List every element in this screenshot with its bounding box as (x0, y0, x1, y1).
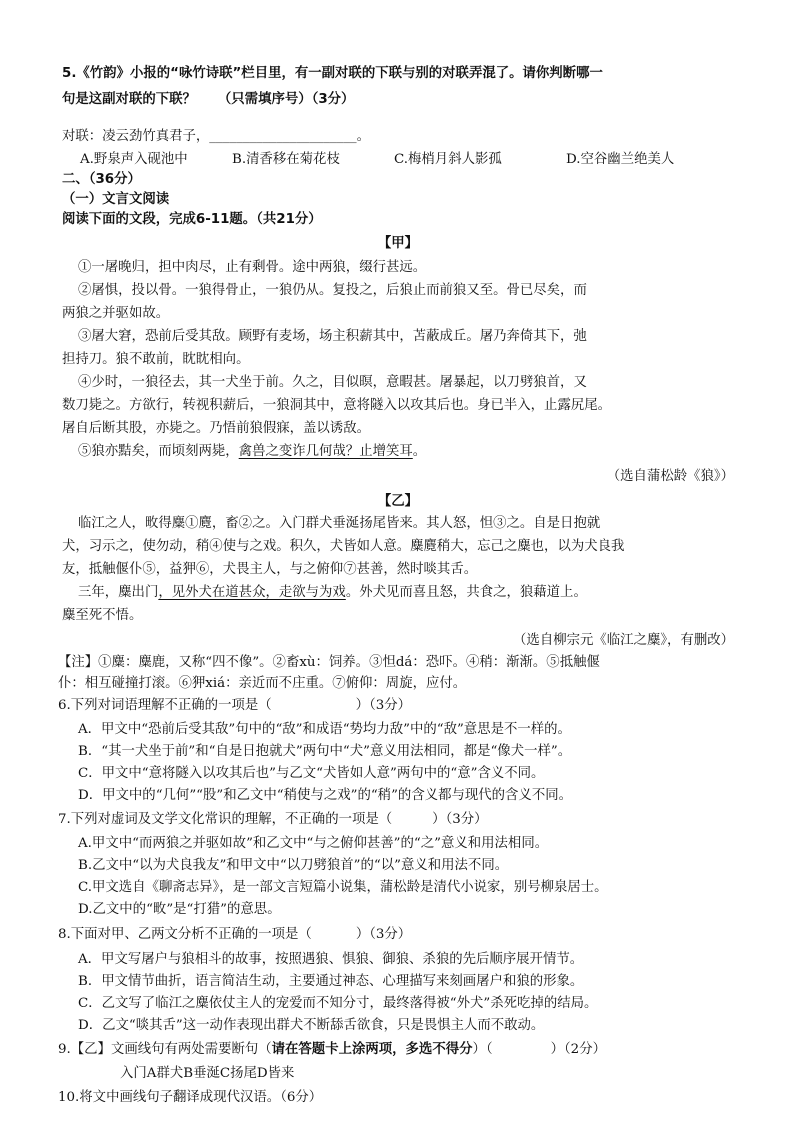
q5-option-b: B.清香移在菊花枝 (232, 152, 340, 167)
jia-line-5: 担持刀。狼不敢前，眈眈相向。 (62, 352, 250, 367)
jia-line-9 (78, 442, 426, 462)
q7-option-d: D.乙文中的“畋”是“打猎”的意思。 (78, 902, 281, 917)
jia-line-8: 屠自后断其股，亦毙之。乃悟前狼假寐，盖以诱敌。 (62, 421, 370, 436)
jia-line-4: ③屠大窘，恐前后受其敌。顾野有麦场，场主积薪其中，苫蔽成丘。屠乃奔倚其下，弛 (78, 329, 587, 344)
q5-stem-line2-text: 句是这副对联的下联？ (62, 92, 196, 107)
yi-line-4 (78, 583, 587, 603)
q8-option-b: B．甲文情节曲折，语言简洁生动，主要通过神态、心理描写来刻画屠户和狼的形象。 (78, 974, 584, 989)
q9-segmented-sentence: 入门A群犬B垂涎C扬尾D皆来 (120, 1066, 295, 1081)
section2-instruction: 阅读下面的文段，完成6-11题。（共21分） (62, 212, 322, 227)
q5-option-c: C.梅梢月斜人影孤 (394, 152, 502, 167)
jia-line-2: ②屠惧，投以骨。一狼得骨止，一狼仍从。复投之，后狼止而前狼又至。骨已尽矣，而 (78, 283, 587, 298)
jia-line-3: 两狼之并驱如故。 (62, 306, 170, 321)
q7-score: ）（3分） (432, 812, 488, 827)
q7-stem (58, 810, 488, 830)
q8-option-d: D．乙文“啖其舌”这一动作表现出群犬不断舔舌欲食，只是畏惧主人而不敢动。 (78, 1018, 545, 1033)
q9-stem (58, 1040, 606, 1060)
q8-option-a: A．甲文写屠户与狼相斗的故事，按照遇狼、惧狼、御狼、杀狼的先后顺序展开情节。 (78, 952, 584, 967)
jia-line-9-end: 。 (412, 444, 427, 459)
section2-subtitle: （一）文言文阅读 (62, 192, 170, 207)
q6-option-d: D．甲文中的“几何”“股”和乙文中“稍使与之戏”的“稍”的含义都与现代的含义不同。 (78, 788, 572, 803)
q6-score: ）（3分） (355, 698, 412, 713)
yi-line-5: 麋至死不悟。 (62, 608, 143, 623)
yi-line-4-end: 。外犬见而喜且怒，共食之，狼藉道上。 (345, 585, 587, 600)
section2-title: 二、（36分） (62, 172, 141, 187)
jia-title: 【甲】 (377, 236, 419, 251)
q7-option-b: B.乙文中“以为犬良我友”和甲文中“以刀劈狼首”的“以”意义和用法不同。 (78, 858, 509, 873)
q6-stem (58, 696, 411, 716)
jia-line-7: 数刀毙之。方欲行，转视积薪后，一狼洞其中，意将隧入以攻其后也。身已半入，止露尻尾。 (62, 398, 612, 413)
yi-underlined-sentence: ，见外犬在道甚众，走欲与为戏 (158, 585, 346, 600)
q5-couplet: 对联：凌云劲竹真君子，______________________。 (62, 129, 370, 144)
jia-line-9-text: ⑤狼亦黠矣，而顷刻两毙， (78, 444, 239, 459)
note-line-2: 仆：相互碰撞打滚。⑥狎xiá：亲近而不庄重。⑦俯仰：周旋，应付。 (58, 676, 467, 691)
q9-stem-paren: ）（ (472, 1042, 493, 1057)
q7-option-a: A.甲文中“而两狼之并驱如故”和乙文中“与之俯仰甚善”的“之”意义和用法相同。 (78, 836, 549, 851)
note-line-1: 【注】①麋：麋鹿，又称“四不像”。②畜xù：饲养。③怛dá：恐吓。④稍：渐渐。⑤抵触偃 (58, 655, 600, 670)
q9-stem-text: 9.【乙】文画线句有两处需要断句（ (58, 1042, 272, 1057)
q10-stem: 10.将文中画线句子翻译成现代汉语。（6分） (58, 1090, 323, 1105)
q5-stem-line1: 5.《竹韵》小报的“咏竹诗联”栏目里，有一副对联的下联与别的对联弄混了。请你判断哪一 (62, 66, 603, 81)
q8-stem (58, 925, 411, 945)
jia-source: （选自蒲松龄《狼》） (606, 469, 734, 484)
yi-source: （选自柳宗元《临江之麋》，有删改） (513, 633, 734, 648)
q5-option-a: A.野泉声入砚池中 (80, 152, 188, 167)
jia-line-1: ①一屠晚归，担中肉尽，止有剩骨。途中两狼，缀行甚远。 (78, 260, 427, 275)
q8-stem-text: 8.下面对甲、乙两文分析不正确的一项是（ (58, 927, 312, 942)
jia-line-6: ④少时，一狼径去，其一犬坐于前。久之，目似暝，意暇甚。屠暴起，以刀劈狼首，又 (78, 375, 587, 390)
q9-stem-bold: 请在答题卡上涂两项，多选不得分 (271, 1042, 473, 1057)
q6-option-b: B．“其一犬坐于前”和“自是日抱就犬”两句中“犬”意义用法相同，都是“像犬一样”。 (78, 744, 572, 759)
q5-score: （只需填序号）（3分） (217, 92, 355, 107)
yi-line-1: 临江之人，畋得麋①麑，畜②之。入门群犬垂涎扬尾皆来。其人怒，怛③之。自是日抱就 (78, 516, 601, 531)
q7-option-c: C.甲文选自《聊斋志异》，是一部文言短篇小说集，蒲松龄是清代小说家，别号柳泉居士。 (78, 880, 608, 895)
q6-option-c: C．甲文中“意将隧入以攻其后也”与乙文“犬皆如人意”两句中的“意”含义不同。 (78, 766, 545, 781)
q9-score: ）（2分） (550, 1042, 606, 1057)
yi-title: 【乙】 (377, 494, 419, 509)
q6-option-a: A．甲文中“恐前后受其敌”句中的“敌”和成语“势均力敌”中的“敌”意思是不一样的。 (78, 722, 571, 737)
yi-line-4-text: 三年，麋出门 (78, 585, 159, 600)
q5-option-d: D.空谷幽兰绝美人 (566, 152, 675, 167)
q6-stem-text: 6.下列对词语理解不正确的一项是（ (58, 698, 272, 713)
q5-stem-line2 (62, 90, 354, 110)
yi-line-2: 犬，习示之，使勿动，稍④使与之戏。积久，犬皆如人意。麋麑稍大，忘己之麋也，以为犬良我 (62, 539, 625, 554)
jia-underlined-sentence: 禽兽之变诈几何哉？止增笑耳 (238, 444, 413, 459)
q7-stem-text: 7.下列对虚词及文学文化常识的理解，不正确的一项是（ (58, 812, 393, 827)
q8-score: ）（3分） (355, 927, 412, 942)
q8-option-c: C．乙文写了临江之麋依仗主人的宠爱而不知分寸，最终落得被“外犬”杀死吃掉的结局。 (78, 996, 598, 1011)
yi-line-3: 友，抵触偃仆⑤，益狎⑥，犬畏主人，与之俯仰⑦甚善，然时啖其舌。 (62, 562, 478, 577)
